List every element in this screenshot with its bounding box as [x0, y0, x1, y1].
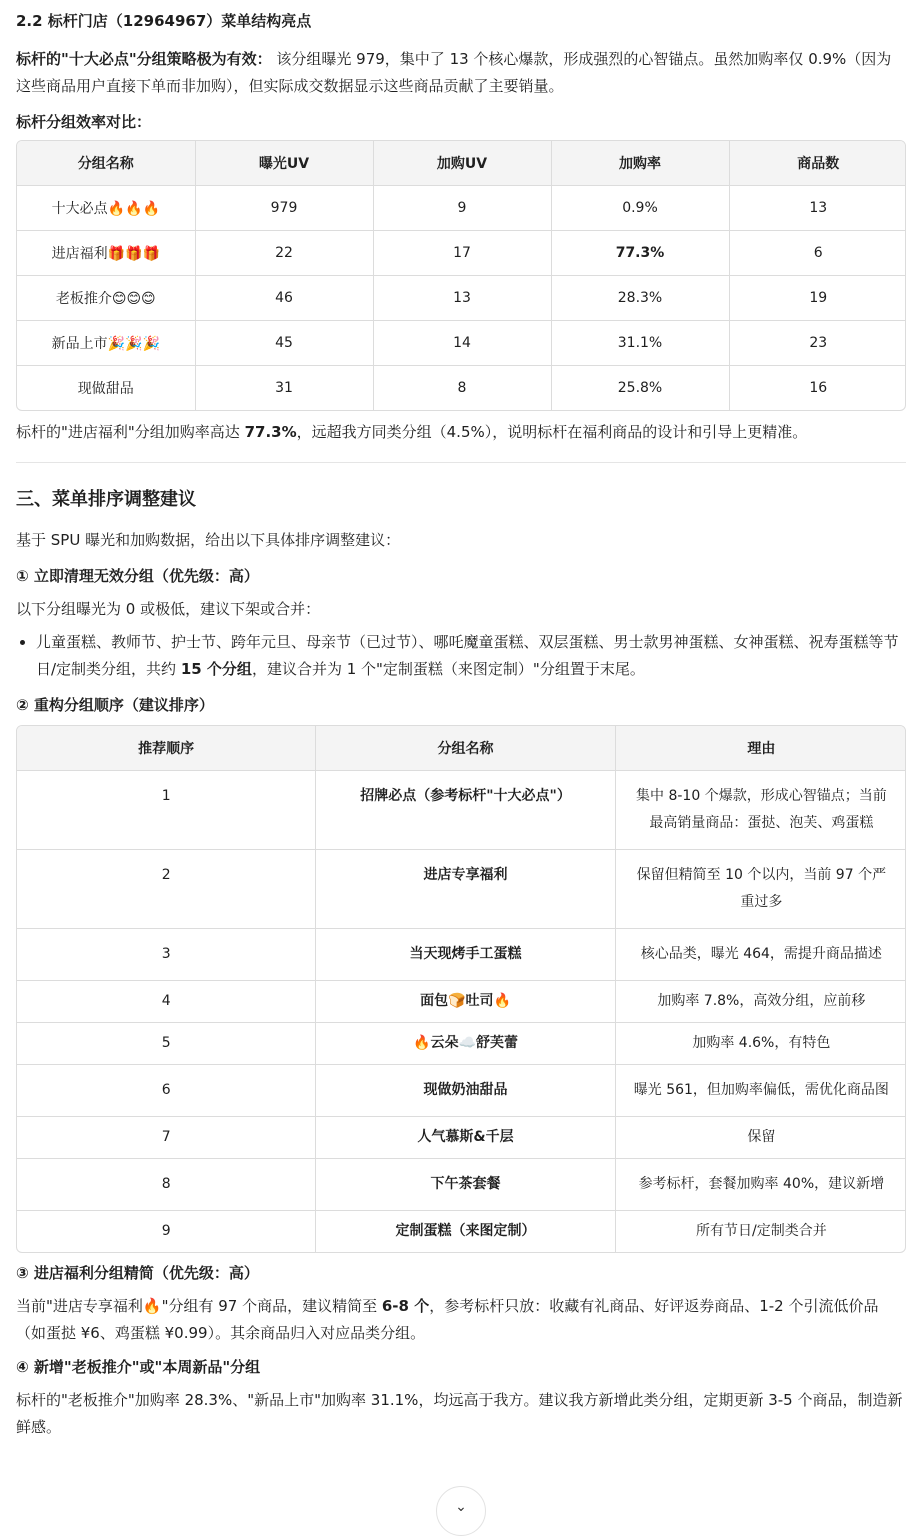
compare-label: 标杆分组效率对比： — [16, 113, 152, 131]
table-cell: 0.9% — [551, 186, 729, 231]
rank-cell: 6 — [17, 1065, 316, 1117]
note-bold: 77.3% — [244, 423, 297, 441]
rank-cell: 5 — [17, 1023, 316, 1065]
reason-cell: 核心品类，曝光 464，需提升商品描述 — [615, 929, 906, 981]
group-name-cell: 人气慕斯&千层 — [316, 1117, 615, 1159]
table-cell: 25.8% — [551, 366, 729, 411]
section-heading: 三、菜单排序调整建议 — [16, 489, 196, 510]
reason-cell: 所有节日/定制类合并 — [696, 1223, 827, 1239]
reason-cell: 参考标杆，套餐加购率 40%，建议新增 — [615, 1159, 906, 1211]
group-name-cell: 招牌必点（参考标杆"十大必点"） — [316, 771, 615, 850]
divider — [16, 462, 906, 463]
step-4-title: ④ 新增"老板推介"或"本周新品"分组 — [16, 1358, 261, 1376]
header-cell: 理由 — [615, 726, 906, 771]
step-1-title: ① 立即清理无效分组（优先级：高） — [16, 567, 259, 585]
table-cell: 22 — [195, 231, 373, 276]
table-row — [17, 1159, 906, 1211]
table-row — [17, 1211, 906, 1253]
group-name-cell: 当天现烤手工蛋糕 — [316, 929, 615, 981]
note-text-a: 标杆的"进店福利"分组加购率高达 — [16, 423, 245, 441]
header-cell: 曝光UV — [195, 141, 373, 186]
reason-cell: 曝光 561，但加购率偏低，需优化商品图 — [615, 1065, 906, 1117]
header-cell: 加购UV — [373, 141, 551, 186]
table-cell: 十大必点🔥🔥🔥 — [17, 186, 195, 231]
table-cell: 17 — [373, 231, 551, 276]
table-row — [17, 771, 906, 850]
table-cell: 13 — [373, 276, 551, 321]
table-cell: 31 — [195, 366, 373, 411]
table-cell: 新品上市🎉🎉🎉 — [17, 321, 195, 366]
section-title: 2.2 标杆门店（12964967）菜单结构亮点 — [16, 12, 312, 30]
header-cell: 分组名称 — [17, 141, 195, 186]
group-name-cell: 🔥云朵☁️舒芙蕾 — [316, 1023, 615, 1065]
table-cell: 31.1% — [551, 321, 729, 366]
header-cell: 商品数 — [729, 141, 906, 186]
table-cell: 14 — [373, 321, 551, 366]
step-4-text: 标杆的"老板推介"加购率 28.3%、"新品上市"加购率 31.1%，均远高于我方。建议我方新增此类分组，定期更新 3-5 个商品，制造新鲜感。 — [16, 1391, 903, 1436]
step-3-title: ③ 进店福利分组精简（优先级：高） — [16, 1264, 259, 1282]
step-3-text-b: ，参考标杆只放：收藏有礼商品、好评返券商品、1-2 个引流低价品（如蛋挞 ¥6、鸡蛋糕 ¥0.99）。其余商品归入对应品类分组。 — [16, 1297, 879, 1342]
reason-cell: 加购率 7.8%，高效分组，应前移 — [615, 981, 906, 1023]
intro-paragraph — [16, 46, 906, 100]
rank-cell: 3 — [17, 929, 316, 981]
table-row — [17, 1065, 906, 1117]
table-cell: 13 — [729, 186, 906, 231]
group-name-cell: 进店专享福利 — [316, 850, 615, 929]
rank-cell: 9 — [17, 1211, 316, 1253]
chevron-down-icon: ⌄ — [455, 1499, 467, 1515]
group-name-cell: 面包🍞吐司🔥 — [316, 981, 615, 1023]
table-row — [17, 231, 906, 276]
rank-cell: 1 — [17, 771, 316, 850]
benchmark-table — [16, 140, 906, 411]
bullet-text-a: 儿童蛋糕、教师节、护士节、跨年元旦、母亲节（已过节）、哪吒魔童蛋糕、双层蛋糕、男士款男神蛋糕、女神蛋糕、祝寿蛋糕等节日/定制类分组，共约 — [36, 633, 899, 678]
step-3-text-a: 当前"进店专享福利🔥"分组有 97 个商品，建议精简至 — [16, 1297, 382, 1315]
table-cell: 9 — [373, 186, 551, 231]
group-name-cell: 现做奶油甜品 — [316, 1065, 615, 1117]
table-row — [17, 366, 906, 411]
benchmark-note — [16, 419, 906, 446]
table-header-row — [17, 141, 906, 186]
table-cell: 16 — [809, 380, 828, 396]
order-table — [16, 725, 906, 1253]
header-cell: 加购率 — [551, 141, 729, 186]
reason-cell: 加购率 4.6%，有特色 — [615, 1023, 906, 1065]
step-2-title: ② 重构分组顺序（建议排序） — [16, 696, 214, 714]
table-cell: 进店福利🎁🎁🎁 — [17, 231, 195, 276]
step-1-text: 以下分组曝光为 0 或极低，建议下架或合并： — [16, 600, 321, 618]
intro-bold: 标杆的"十大必点"分组策略极为有效： — [16, 50, 272, 68]
table-cell: 979 — [195, 186, 373, 231]
bullet-list — [16, 629, 906, 683]
table-row — [17, 929, 906, 981]
collapse-button[interactable] — [436, 1486, 486, 1536]
step-3-text — [16, 1293, 906, 1347]
reason-cell: 保留但精简至 10 个以内，当前 97 个严重过多 — [615, 850, 906, 929]
table-cell: 老板推介😊😊😊 — [17, 276, 195, 321]
table-row — [17, 1117, 906, 1159]
table-cell: 6 — [729, 231, 906, 276]
table-cell: 46 — [195, 276, 373, 321]
rank-cell: 2 — [17, 850, 316, 929]
intro-text: 该分组曝光 979，集中了 13 个核心爆款，形成强烈的心智锚点。虽然加购率仅 0.9%（因为这些商品用户直接下单而非加购），但实际成交数据显示这些商品贡献了主要销量。 — [16, 50, 892, 95]
group-name-cell: 定制蛋糕（来图定制） — [316, 1211, 615, 1253]
bullet-text-b: ，建议合并为 1 个"定制蛋糕（来图定制）"分组置于末尾。 — [251, 660, 645, 678]
note-text-b: ，远超我方同类分组（4.5%），说明标杆在福利商品的设计和引导上更精准。 — [296, 423, 808, 441]
rank-cell: 4 — [17, 981, 316, 1023]
reason-cell: 集中 8-10 个爆款，形成心智锚点；当前最高销量商品：蛋挞、泡芙、鸡蛋糕 — [615, 771, 906, 850]
document-body — [16, 0, 906, 1441]
list-item — [36, 629, 906, 683]
table-cell: 28.3% — [551, 276, 729, 321]
rank-cell: 7 — [17, 1117, 316, 1159]
header-cell: 推荐顺序 — [17, 726, 316, 771]
section-intro: 基于 SPU 曝光和加购数据，给出以下具体排序调整建议： — [16, 531, 401, 549]
table-cell: 现做甜品 — [17, 366, 195, 411]
header-cell: 分组名称 — [316, 726, 615, 771]
bullet-bold: 15 个分组 — [180, 660, 252, 678]
group-name-cell: 下午茶套餐 — [316, 1159, 615, 1211]
table-row — [17, 321, 906, 366]
table-cell: 23 — [729, 321, 906, 366]
table-row — [17, 1023, 906, 1065]
table-row — [17, 186, 906, 231]
table-cell: 19 — [729, 276, 906, 321]
rank-cell: 8 — [17, 1159, 316, 1211]
step-3-bold: 6-8 个 — [381, 1297, 430, 1315]
table-cell: 45 — [195, 321, 373, 366]
table-cell: 8 — [373, 366, 551, 411]
table-cell: 77.3% — [551, 231, 729, 276]
table-row — [17, 276, 906, 321]
reason-cell: 保留 — [615, 1117, 906, 1159]
table-row — [17, 981, 906, 1023]
table-header-row — [17, 726, 906, 771]
table-row — [17, 850, 906, 929]
